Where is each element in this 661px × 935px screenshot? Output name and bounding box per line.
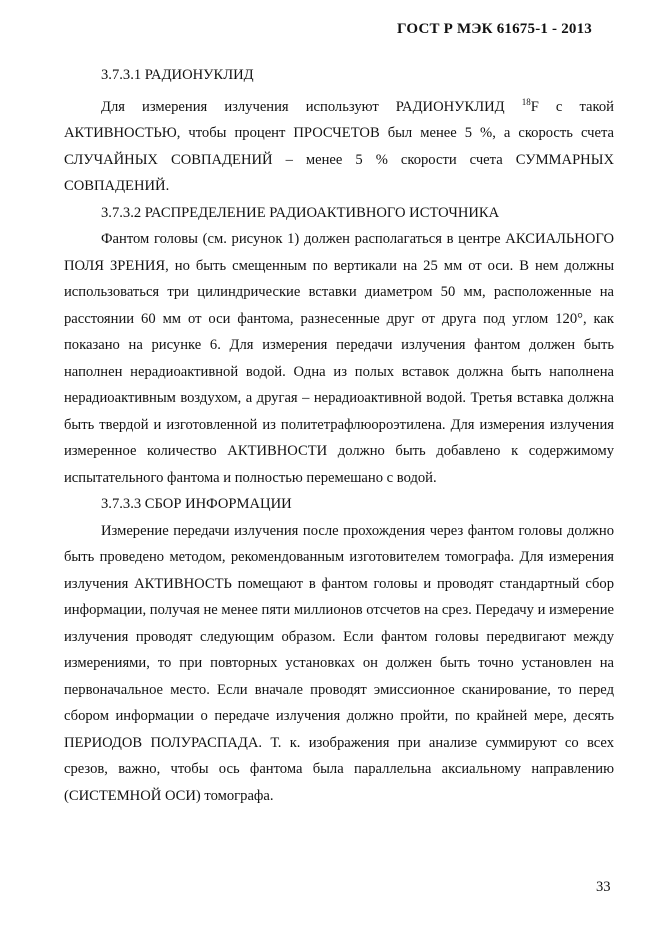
section-heading-data-collection: 3.7.3.3 СБОР ИНФОРМАЦИИ bbox=[101, 496, 292, 512]
paragraph-text: F с такой АКТИВНОСТЬЮ, чтобы процент ПРОСЧЕТОВ был менее 5 %, а скорость счета СЛУЧАЙНЫХ СОВПАДЕНИЙ – менее 5 % скорости счета СУММАРНЫХ СОВПАДЕНИЙ. bbox=[64, 98, 614, 194]
section-paragraph-source-distribution: Фантом головы (см. рисунок 1) должен располагаться в центре АКСИАЛЬНОГО ПОЛЯ ЗРЕНИЯ, но быть смещенным по вертикали на 25 мм от оси. В нем должны использоваться три цилиндрические вставки диаметром 50 мм, расположенные на расстоянии 60 мм от оси фантома, разнесенные друг от друга под углом 120°, как показано на рисунке 6. Для измерения передачи излучения фантом должен быть наполнен нерадиоактивной водой. Одна из полых вставок должна быть наполнена нерадиоактивным воздухом, а другая – нерадиоактивной водой. Третья вставка должна быть твердой и изготовленной из политетрафлюороэтилена. Для измерения излучения измеренное количество АКТИВНОСТИ должно быть добавлено к содержимому испытательного фантома и полностью перемешано с водой. bbox=[64, 231, 614, 486]
section-heading-source-distribution: 3.7.3.2 РАСПРЕДЕЛЕНИЕ РАДИОАКТИВНОГО ИСТОЧНИКА bbox=[101, 204, 500, 221]
page-number: 33 bbox=[596, 879, 611, 895]
document-header: ГОСТ Р МЭК 61675-1 - 2013 bbox=[397, 21, 592, 37]
section-heading-radionuclide: 3.7.3.1 РАДИОНУКЛИД bbox=[101, 67, 254, 83]
paragraph-text: Для измерения излучения используют РАДИОНУКЛИД bbox=[101, 98, 522, 115]
document-body bbox=[64, 62, 614, 809]
section-paragraph-data-collection: Измерение передачи излучения после прохождения через фантом головы должно быть проведено методом, рекомендованным изготовителем томографа. Для измерения излучения АКТИВНОСТЬ помещают в фантом головы и проводят стандартный сбор информации, получая не менее пяти миллионов отсчетов на срез. Передачу и измерение излучения проводят следующим образом. Если фантом головы передвигают между измерениями, то при повторных установках он должен быть точно установлен на первоначальное место. Если вначале проводят эмиссионное сканирование, то перед сбором информации о передаче излучения должно пройти, по крайней мере, десять ПЕРИОДОВ ПОЛУРАСПАДА. Т. к. изображения при анализе суммируют со всех срезов, важно, чтобы ось фантома была параллельна аксиальному направлению (СИСТЕМНОЙ ОСИ) томографа. bbox=[64, 522, 614, 804]
section-paragraph-radionuclide bbox=[64, 89, 614, 200]
isotope-mass-number: 18 bbox=[521, 96, 531, 107]
